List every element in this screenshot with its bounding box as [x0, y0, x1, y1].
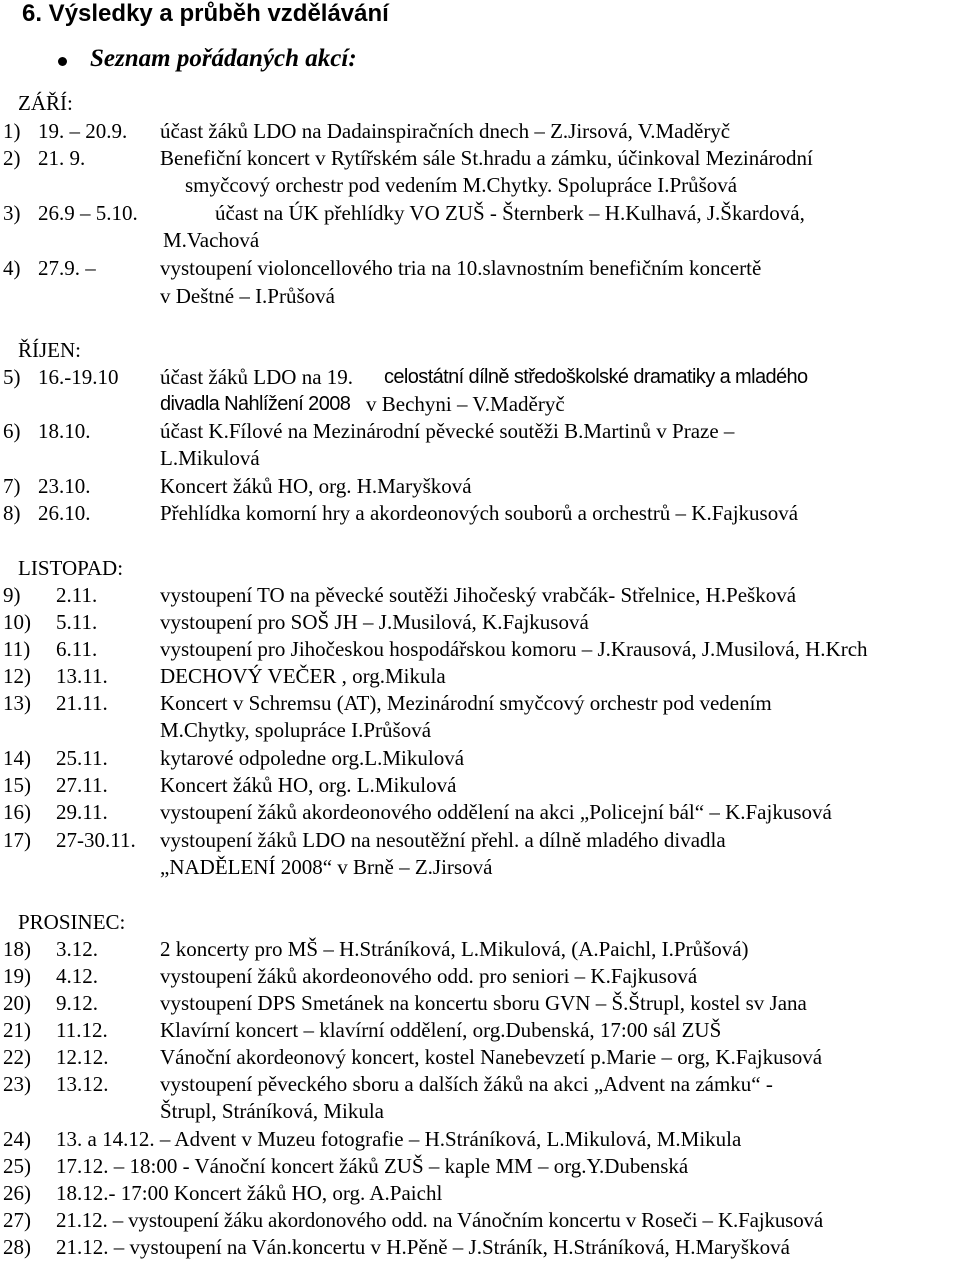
month-heading: LISTOPAD:: [18, 556, 124, 580]
item-text: vystoupení pro Jihočeskou hospodářskou komoru – J.Krausová, J.Musilová, H.Krch: [160, 637, 868, 661]
item-number: 6): [3, 419, 21, 443]
subsection-heading: Seznam pořádaných akcí:: [90, 45, 357, 72]
item-number: 5): [3, 365, 21, 389]
item-number: 4): [3, 256, 21, 280]
item-number: 25): [3, 1154, 31, 1178]
item-number: 27): [3, 1208, 31, 1232]
item-number: 8): [3, 501, 21, 525]
item-number: 11): [3, 637, 31, 661]
item-date: 13.11.: [56, 664, 108, 688]
item-number: 7): [3, 474, 21, 498]
item-number: 28): [3, 1235, 31, 1259]
item-number: 15): [3, 773, 31, 797]
item-text-continued: v Deštné – I.Průšová: [160, 284, 335, 308]
item-text: 18.12.- 17:00 Koncert žáků HO, org. A.Paichl: [56, 1181, 443, 1205]
item-date: 19. – 20.9.: [38, 119, 128, 143]
item-text-continued: Štrupl, Stráníková, Mikula: [160, 1099, 384, 1123]
item-number: 22): [3, 1045, 31, 1069]
item-text: Přehlídka komorní hry a akordeonových souborů a orchestrů – K.Fajkusová: [160, 501, 799, 525]
item-text-continued: smyčcový orchestr pod vedením M.Chytky. Spolupráce I.Průšová: [185, 173, 738, 197]
item-text-continued: L.Mikulová: [160, 446, 260, 470]
item-date: 6.11.: [56, 637, 98, 661]
item-text: vystoupení žáků akordeonového oddělení na akci „Policejní bál“ – K.Fajkusová: [160, 800, 832, 824]
month-heading: ŘÍJEN:: [18, 338, 81, 362]
item-text: 13. a 14.12. – Advent v Muzeu fotografie – H.Stráníková, L.Mikulová, M.Mikula: [56, 1127, 742, 1151]
item-number: 3): [3, 201, 21, 225]
item-date: 4.12.: [56, 964, 98, 988]
item-number: 17): [3, 828, 31, 852]
item-text: účast žáků LDO na 19.: [160, 365, 354, 389]
month-heading: ZÁŘÍ:: [18, 91, 73, 115]
item-text: kytarové odpoledne org.L.Mikulová: [160, 746, 465, 770]
item-text: 21.12. – vystoupení žáku akordonového odd. na Vánočním koncertu v Roseči – K.Fajkusová: [56, 1208, 824, 1232]
item-text: Koncert žáků HO, org. L.Mikulová: [160, 773, 457, 797]
item-number: 10): [3, 610, 31, 634]
item-date: 25.11.: [56, 746, 108, 770]
item-number: 19): [3, 964, 31, 988]
item-text: Klavírní koncert – klavírní oddělení, org.Dubenská, 17:00 sál ZUŠ: [160, 1018, 722, 1042]
item-number: 18): [3, 937, 31, 961]
item-text: 21.12. – vystoupení na Ván.koncertu v H.Pěně – J.Stráník, H.Stráníková, H.Maryšková: [56, 1235, 790, 1259]
section-heading: 6. Výsledky a průběh vzdělávání: [22, 0, 389, 27]
item-number: 26): [3, 1181, 31, 1205]
bullet-icon: [58, 57, 67, 66]
item-date: 29.11.: [56, 800, 108, 824]
item-date: 2.11.: [56, 583, 98, 607]
item-text: účast na ÚK přehlídky VO ZUŠ - Šternberk – H.Kulhavá, J.Škardová,: [215, 201, 805, 225]
item-number: 9): [3, 583, 21, 607]
item-text: vystoupení DPS Smetánek na koncertu sboru GVN – Š.Štrupl, kostel sv Jana: [160, 991, 807, 1015]
item-date: 26.9 – 5.10.: [38, 201, 138, 225]
item-text-continued: v Bechyni – V.Maděryč: [366, 392, 565, 416]
item-date: 26.10.: [38, 501, 91, 525]
item-text-continued: M.Chytky, spolupráce I.Průšová: [160, 718, 432, 742]
item-number: 13): [3, 691, 31, 715]
item-text: vystoupení pro SOŠ JH – J.Musilová, K.Fajkusová: [160, 610, 589, 634]
item-text: Benefiční koncert v Rytířském sále St.hradu a zámku, účinkoval Mezinárodní: [160, 146, 813, 170]
item-number: 24): [3, 1127, 31, 1151]
item-date: 13.12.: [56, 1072, 109, 1096]
item-date: 27.9. –: [38, 256, 96, 280]
item-number: 21): [3, 1018, 31, 1042]
item-text: vystoupení žáků LDO na nesoutěžní přehl. a dílně mladého divadla: [160, 828, 726, 852]
item-date: 18.10.: [38, 419, 91, 443]
item-text: Koncert žáků HO, org. H.Maryšková: [160, 474, 472, 498]
item-number: 23): [3, 1072, 31, 1096]
item-text-continued: divadla Nahlížení 2008: [160, 393, 351, 415]
item-date: 23.10.: [38, 474, 91, 498]
item-text: účast žáků LDO na Dadainspiračních dnech – Z.Jirsová, V.Maděryč: [160, 119, 731, 143]
item-text: vystoupení TO na pěvecké soutěži Jihočeský vrabčák- Střelnice, H.Pešková: [160, 583, 797, 607]
item-date: 21.11.: [56, 691, 108, 715]
item-date: 27-30.11.: [56, 828, 136, 852]
item-number: 1): [3, 119, 21, 143]
item-text: 17.12. – 18:00 - Vánoční koncert žáků ZUŠ – kaple MM – org.Y.Dubenská: [56, 1154, 689, 1178]
item-date: 16.-19.10: [38, 365, 119, 389]
item-date: 27.11.: [56, 773, 108, 797]
item-text: vystoupení žáků akordeonového odd. pro seniori – K.Fajkusová: [160, 964, 698, 988]
item-date: 9.12.: [56, 991, 98, 1015]
item-number: 20): [3, 991, 31, 1015]
item-text: účast K.Fílové na Mezinárodní pěvecké soutěži B.Martinů v Praze –: [160, 419, 735, 443]
item-number: 14): [3, 746, 31, 770]
item-text: Koncert v Schremsu (AT), Mezinárodní smyčcový orchestr pod vedením: [160, 691, 772, 715]
item-text: Vánoční akordeonový koncert, kostel Nanebevzetí p.Marie – org, K.Fajkusová: [160, 1045, 823, 1069]
item-date: 12.12.: [56, 1045, 109, 1069]
item-date: 21. 9.: [38, 146, 86, 170]
item-text-sans: celostátní dílně středoškolské dramatiky a mladého: [384, 366, 808, 388]
item-date: 11.12.: [56, 1018, 108, 1042]
item-text: DECHOVÝ VEČER , org.Mikula: [160, 664, 446, 688]
item-text-continued: „NADĚLENÍ 2008“ v Brně – Z.Jirsová: [160, 855, 493, 879]
item-number: 16): [3, 800, 31, 824]
item-text-continued: M.Vachová: [163, 228, 260, 252]
month-heading: PROSINEC:: [18, 910, 126, 934]
item-text: 2 koncerty pro MŠ – H.Stráníková, L.Mikulová, (A.Paichl, I.Průšová): [160, 937, 749, 961]
item-date: 3.12.: [56, 937, 98, 961]
item-text: vystoupení pěveckého sboru a dalších žáků na akci „Advent na zámku“ -: [160, 1072, 773, 1096]
item-date: 5.11.: [56, 610, 98, 634]
item-number: 2): [3, 146, 21, 170]
item-number: 12): [3, 664, 31, 688]
item-text: vystoupení violoncellového tria na 10.slavnostním benefičním koncertě: [160, 256, 762, 280]
